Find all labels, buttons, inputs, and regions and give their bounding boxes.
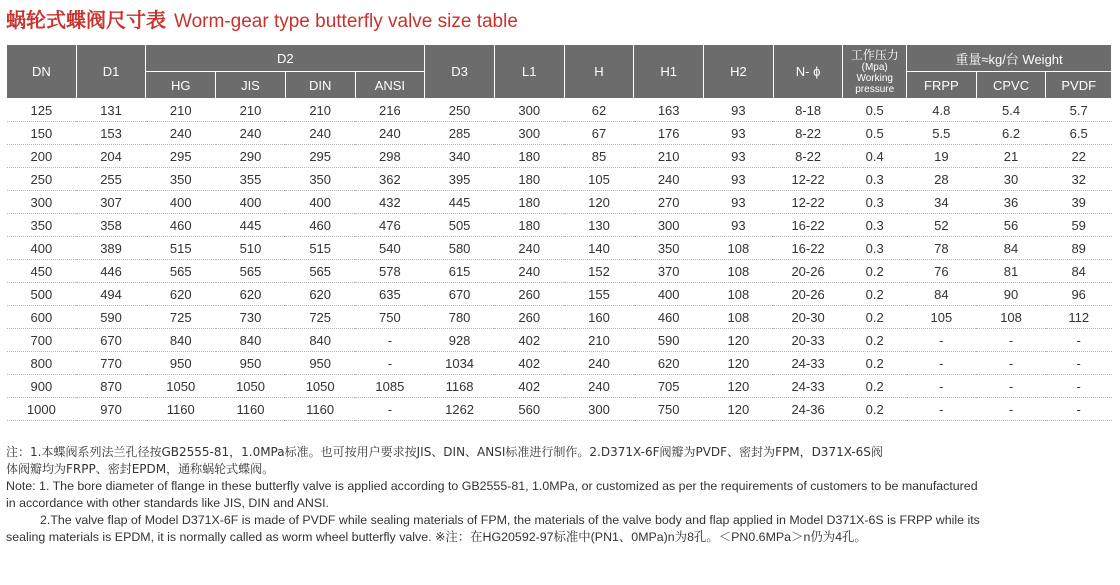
table-cell: 150	[7, 122, 77, 145]
table-cell: 240	[494, 260, 564, 283]
table-cell: -	[355, 352, 425, 375]
table-row	[7, 237, 1112, 260]
valve-size-table	[6, 44, 1112, 421]
table-cell: 615	[425, 260, 495, 283]
table-cell: 1262	[425, 398, 495, 421]
table-cell: 30	[976, 168, 1046, 191]
table-cell: -	[976, 398, 1046, 421]
table-cell: 12-22	[773, 168, 843, 191]
table-cell: 300	[494, 122, 564, 145]
table-cell: 93	[704, 191, 774, 214]
col-h1: H1	[634, 45, 704, 99]
col-d2-jis: JIS	[216, 72, 286, 99]
table-cell: 300	[494, 99, 564, 122]
table-cell: 400	[634, 283, 704, 306]
table-cell: 389	[76, 237, 146, 260]
table-cell: 1050	[146, 375, 216, 398]
table-cell: 240	[216, 122, 286, 145]
table-cell: 78	[906, 237, 976, 260]
table-cell: 93	[704, 122, 774, 145]
table-cell: 300	[7, 191, 77, 214]
table-cell: 32	[1046, 168, 1112, 191]
table-cell: 515	[146, 237, 216, 260]
table-cell: 950	[216, 352, 286, 375]
table-cell: 700	[7, 329, 77, 352]
table-cell: 8-22	[773, 145, 843, 168]
table-cell: 298	[355, 145, 425, 168]
table-cell: 270	[634, 191, 704, 214]
table-cell: 24-33	[773, 375, 843, 398]
table-cell: 670	[425, 283, 495, 306]
table-cell: -	[976, 352, 1046, 375]
table-cell: 240	[564, 375, 634, 398]
col-weight-frpp: FRPP	[906, 72, 976, 99]
table-cell: 6.2	[976, 122, 1046, 145]
table-cell: 0.3	[843, 214, 907, 237]
table-cell: -	[976, 329, 1046, 352]
table-cell: 400	[7, 237, 77, 260]
table-cell: 770	[76, 352, 146, 375]
table-cell: 0.5	[843, 99, 907, 122]
table-cell: 578	[355, 260, 425, 283]
notes-section	[6, 444, 1114, 546]
table-cell: 125	[7, 99, 77, 122]
table-cell: 16-22	[773, 214, 843, 237]
table-cell: 600	[7, 306, 77, 329]
table-cell: 105	[564, 168, 634, 191]
table-cell: 62	[564, 99, 634, 122]
table-cell: 152	[564, 260, 634, 283]
table-cell: -	[906, 398, 976, 421]
table-cell: 0.2	[843, 398, 907, 421]
col-dn: DN	[7, 45, 77, 99]
table-cell: 240	[285, 122, 355, 145]
title-chinese: 蜗轮式蝶阀尺寸表	[6, 8, 166, 32]
table-cell: 120	[704, 375, 774, 398]
table-cell: 240	[355, 122, 425, 145]
table-cell: 285	[425, 122, 495, 145]
table-cell: 120	[564, 191, 634, 214]
table-cell: 0.3	[843, 237, 907, 260]
table-cell: 370	[634, 260, 704, 283]
col-d2-hg: HG	[146, 72, 216, 99]
table-cell: 840	[216, 329, 286, 352]
table-row	[7, 329, 1112, 352]
table-cell: 1000	[7, 398, 77, 421]
table-cell: 176	[634, 122, 704, 145]
table-cell: 730	[216, 306, 286, 329]
table-cell: 590	[76, 306, 146, 329]
note-en-line-4: sealing materials is EPDM, it is normally called as worm wheel butterfly valve. ※注：在HG20592-97标准中(PN1、0MPa)n为8孔。＜PN0.6MPa＞n仍为4孔。	[6, 530, 867, 544]
table-cell: 870	[76, 375, 146, 398]
col-d3: D3	[425, 45, 495, 99]
table-cell: 210	[216, 99, 286, 122]
table-cell: 1085	[355, 375, 425, 398]
table-cell: 131	[76, 99, 146, 122]
table-cell: 240	[634, 168, 704, 191]
table-row	[7, 352, 1112, 375]
table-cell: 240	[564, 352, 634, 375]
pressure-cn: 工作压力	[850, 47, 899, 62]
table-cell: 8-18	[773, 99, 843, 122]
table-cell: 89	[1046, 237, 1112, 260]
table-cell: 928	[425, 329, 495, 352]
table-cell: 120	[704, 398, 774, 421]
table-cell: 250	[7, 168, 77, 191]
table-cell: 204	[76, 145, 146, 168]
table-cell: 1160	[216, 398, 286, 421]
table-row	[7, 122, 1112, 145]
table-row	[7, 168, 1112, 191]
table-cell: 750	[634, 398, 704, 421]
table-cell: 295	[146, 145, 216, 168]
table-cell: 510	[216, 237, 286, 260]
table-cell: 0.2	[843, 306, 907, 329]
note-cn-line-2: 体阀瓣均为FRPP、密封EPDM，通称蜗轮式蝶阀。	[6, 462, 275, 476]
table-cell: 16-22	[773, 237, 843, 260]
table-cell: 725	[285, 306, 355, 329]
table-cell: 96	[1046, 283, 1112, 306]
col-d2: D2	[146, 45, 425, 72]
table-cell: 476	[355, 214, 425, 237]
table-cell: 350	[285, 168, 355, 191]
table-cell: 900	[7, 375, 77, 398]
table-cell: 216	[355, 99, 425, 122]
table-cell: 800	[7, 352, 77, 375]
table-cell: 8-22	[773, 122, 843, 145]
col-n-phi: N- ϕ	[773, 45, 843, 99]
table-cell: 210	[634, 145, 704, 168]
table-cell: 295	[285, 145, 355, 168]
table-cell: 565	[216, 260, 286, 283]
table-cell: 445	[425, 191, 495, 214]
table-cell: 840	[146, 329, 216, 352]
table-cell: 93	[704, 214, 774, 237]
table-cell: 155	[564, 283, 634, 306]
table-row	[7, 191, 1112, 214]
table-cell: 1160	[285, 398, 355, 421]
table-cell: 250	[425, 99, 495, 122]
table-cell: 840	[285, 329, 355, 352]
table-cell: 67	[564, 122, 634, 145]
table-cell: 460	[146, 214, 216, 237]
col-h2: H2	[704, 45, 774, 99]
table-cell: 210	[285, 99, 355, 122]
table-cell: 84	[976, 237, 1046, 260]
table-cell: 153	[76, 122, 146, 145]
table-cell: 5.7	[1046, 99, 1112, 122]
table-cell: 20-26	[773, 260, 843, 283]
table-cell: 0.2	[843, 375, 907, 398]
table-cell: 59	[1046, 214, 1112, 237]
table-cell: 5.5	[906, 122, 976, 145]
table-cell: 108	[704, 237, 774, 260]
table-cell: 620	[285, 283, 355, 306]
table-cell: 540	[355, 237, 425, 260]
title-english: Worm-gear type butterfly valve size table	[174, 11, 518, 32]
note-cn-line-1: 注：1.本蝶阀系列法兰孔径按GB2555-81，1.0MPa标准。也可按用户要求按JIS、DIN、ANSI标准进行制作。2.D371X-6F阀瓣为PVDF、密封为FPM，D371X-6S阀	[6, 445, 883, 459]
table-cell: 0.3	[843, 168, 907, 191]
table-cell: 620	[146, 283, 216, 306]
note-en-line-2: in accordance with other standards like JIS, DIN and ANSI.	[6, 496, 330, 510]
table-cell: 108	[704, 283, 774, 306]
table-cell: -	[1046, 375, 1112, 398]
table-cell: 24-33	[773, 352, 843, 375]
table-cell: 4.8	[906, 99, 976, 122]
pressure-unit: (Mpa)	[861, 61, 888, 73]
table-cell: 307	[76, 191, 146, 214]
table-cell: 402	[494, 329, 564, 352]
table-cell: 725	[146, 306, 216, 329]
table-cell: 0.2	[843, 329, 907, 352]
table-cell: 446	[76, 260, 146, 283]
table-cell: 260	[494, 283, 564, 306]
table-cell: 255	[76, 168, 146, 191]
table-cell: 28	[906, 168, 976, 191]
table-cell: 300	[564, 398, 634, 421]
table-cell: 39	[1046, 191, 1112, 214]
table-cell: 350	[7, 214, 77, 237]
page-title	[6, 4, 518, 36]
table-cell: 350	[634, 237, 704, 260]
header-row-1	[7, 45, 1112, 72]
table-cell: 5.4	[976, 99, 1046, 122]
pressure-en-2: pressure	[855, 83, 895, 95]
table-cell: 950	[285, 352, 355, 375]
table-cell: 300	[634, 214, 704, 237]
table-cell: 290	[216, 145, 286, 168]
table-cell: 85	[564, 145, 634, 168]
table-cell: 0.5	[843, 122, 907, 145]
table-cell: 580	[425, 237, 495, 260]
table-cell: 450	[7, 260, 77, 283]
table-cell: -	[1046, 352, 1112, 375]
table-cell: 400	[146, 191, 216, 214]
table-cell: -	[355, 398, 425, 421]
table-cell: 750	[355, 306, 425, 329]
table-cell: 705	[634, 375, 704, 398]
table-cell: 505	[425, 214, 495, 237]
table-cell: 24-36	[773, 398, 843, 421]
col-weight: 重量≈kg/台 Weight	[906, 45, 1111, 72]
table-cell: 1168	[425, 375, 495, 398]
table-cell: 670	[76, 329, 146, 352]
table-cell: 0.2	[843, 283, 907, 306]
table-cell: 180	[494, 214, 564, 237]
table-cell: 1050	[285, 375, 355, 398]
table-cell: 12-22	[773, 191, 843, 214]
table-cell: 19	[906, 145, 976, 168]
table-cell: 260	[494, 306, 564, 329]
table-cell: 565	[146, 260, 216, 283]
table-cell: 34	[906, 191, 976, 214]
note-en-line-3: 2.The valve flap of Model D371X-6F is made of PVDF while sealing materials of FPM, the materials of the valve body and flap applied in Model D371X-6S is FRPP while its	[40, 513, 980, 527]
table-cell: 620	[634, 352, 704, 375]
table-cell: 93	[704, 99, 774, 122]
table-cell: 210	[564, 329, 634, 352]
table-cell: 1160	[146, 398, 216, 421]
pressure-en-1: Working	[856, 72, 893, 84]
table-cell: 20-26	[773, 283, 843, 306]
table-cell: 120	[704, 329, 774, 352]
table-cell: 180	[494, 168, 564, 191]
table-cell: 108	[704, 260, 774, 283]
col-h: H	[564, 45, 634, 99]
col-d2-din: DIN	[285, 72, 355, 99]
table-cell: 460	[634, 306, 704, 329]
table-cell: -	[1046, 329, 1112, 352]
table-cell: -	[906, 352, 976, 375]
table-cell: 140	[564, 237, 634, 260]
table-cell: 1050	[216, 375, 286, 398]
table-cell: 494	[76, 283, 146, 306]
table-cell: 402	[494, 352, 564, 375]
table-cell: 93	[704, 145, 774, 168]
table-cell: 395	[425, 168, 495, 191]
table-row	[7, 214, 1112, 237]
table-cell: 210	[146, 99, 216, 122]
table-cell: -	[906, 329, 976, 352]
table-cell: 20-33	[773, 329, 843, 352]
table-cell: 160	[564, 306, 634, 329]
table-cell: 120	[704, 352, 774, 375]
table-cell: 240	[146, 122, 216, 145]
col-weight-cpvc: CPVC	[976, 72, 1046, 99]
table-cell: -	[1046, 398, 1112, 421]
table-cell: 1034	[425, 352, 495, 375]
table-cell: 180	[494, 145, 564, 168]
table-cell: 36	[976, 191, 1046, 214]
table-cell: 240	[494, 237, 564, 260]
table-cell: 90	[976, 283, 1046, 306]
table-cell: 0.2	[843, 260, 907, 283]
table-cell: 400	[285, 191, 355, 214]
col-d1: D1	[76, 45, 146, 99]
table-cell: 52	[906, 214, 976, 237]
table-cell: 460	[285, 214, 355, 237]
table-cell: 590	[634, 329, 704, 352]
table-row	[7, 306, 1112, 329]
table-cell: 56	[976, 214, 1046, 237]
table-cell: 22	[1046, 145, 1112, 168]
table-cell: 362	[355, 168, 425, 191]
table-cell: -	[355, 329, 425, 352]
table-cell: -	[906, 375, 976, 398]
table-cell: 500	[7, 283, 77, 306]
table-cell: 350	[146, 168, 216, 191]
table-cell: 112	[1046, 306, 1112, 329]
table-cell: 620	[216, 283, 286, 306]
table-cell: 0.4	[843, 145, 907, 168]
table-cell: 0.3	[843, 191, 907, 214]
table-cell: 81	[976, 260, 1046, 283]
col-l1: L1	[494, 45, 564, 99]
table-cell: 445	[216, 214, 286, 237]
table-cell: 76	[906, 260, 976, 283]
table-cell: 200	[7, 145, 77, 168]
table-cell: 950	[146, 352, 216, 375]
table-cell: 358	[76, 214, 146, 237]
table-cell: 355	[216, 168, 286, 191]
table-cell: 970	[76, 398, 146, 421]
table-row	[7, 99, 1112, 122]
table-cell: 432	[355, 191, 425, 214]
table-cell: -	[976, 375, 1046, 398]
col-working-pressure	[843, 45, 907, 99]
table-cell: 130	[564, 214, 634, 237]
table-cell: 400	[216, 191, 286, 214]
table-cell: 108	[976, 306, 1046, 329]
table-cell: 402	[494, 375, 564, 398]
table-cell: 21	[976, 145, 1046, 168]
table-row	[7, 375, 1112, 398]
table-cell: 20-30	[773, 306, 843, 329]
table-cell: 105	[906, 306, 976, 329]
table-cell: 163	[634, 99, 704, 122]
col-weight-pvdf: PVDF	[1046, 72, 1112, 99]
col-d2-ansi: ANSI	[355, 72, 425, 99]
note-en-line-1: Note: 1. The bore diameter of flange in these butterfly valve is applied according to GB2555-81, 1.0MPa, or customized as per the requirements of customers to be manufactured	[6, 479, 978, 493]
table-cell: 108	[704, 306, 774, 329]
table-cell: 93	[704, 168, 774, 191]
table-row	[7, 398, 1112, 421]
table-cell: 84	[906, 283, 976, 306]
table-cell: 6.5	[1046, 122, 1112, 145]
table-cell: 780	[425, 306, 495, 329]
table-cell: 560	[494, 398, 564, 421]
table-cell: 180	[494, 191, 564, 214]
table-cell: 635	[355, 283, 425, 306]
table-row	[7, 283, 1112, 306]
table-row	[7, 260, 1112, 283]
table-row	[7, 145, 1112, 168]
table-cell: 0.2	[843, 352, 907, 375]
table-cell: 84	[1046, 260, 1112, 283]
table-cell: 515	[285, 237, 355, 260]
table-body	[7, 99, 1112, 421]
table-cell: 565	[285, 260, 355, 283]
table-cell: 340	[425, 145, 495, 168]
